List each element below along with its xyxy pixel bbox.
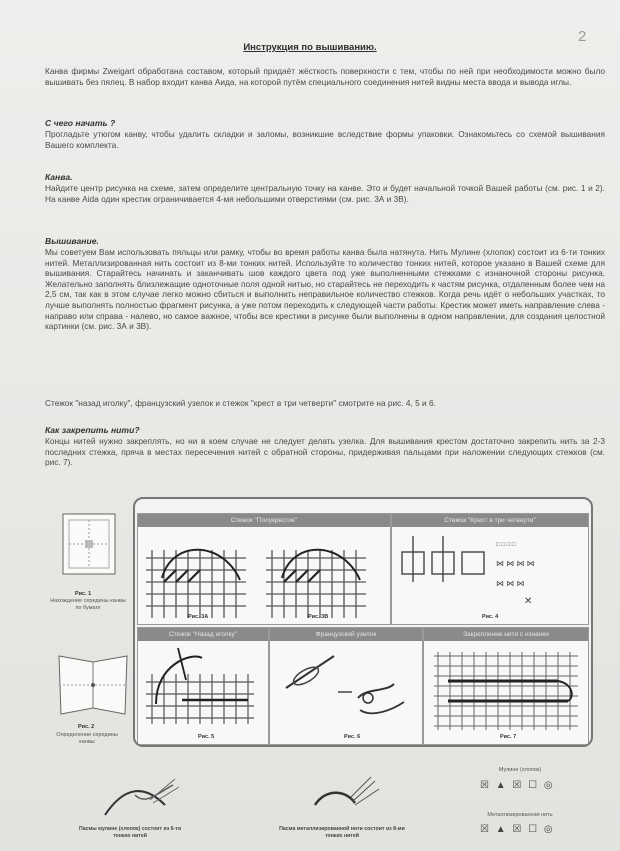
- fig2-caption: Определение середины канвы: [56, 732, 118, 745]
- metal-skein-label: Пасма металлизированной нити состоит из 8-ми тонких нитей: [279, 826, 405, 839]
- cotton-skein-label: Пасмы мулине (хлопок) состоит из 6-ти тонких нитей: [78, 826, 182, 839]
- backstitch-title: Стежок "Назад иголку": [138, 628, 268, 641]
- fig2-label: Рис. 2: [78, 724, 95, 730]
- cotton-skein-illustration: [95, 775, 185, 825]
- three-quarter-box: [391, 513, 589, 625]
- three-quarter-illustration: [396, 532, 584, 612]
- section-heading-fasten: Как закрепить нити?: [45, 425, 140, 435]
- fig7-label: Рис. 7: [500, 734, 517, 740]
- care-label-cotton: Мулине (хлопок): [498, 767, 542, 773]
- fig3b-label: Рис. 3В: [308, 614, 329, 620]
- fasten-box: [423, 627, 589, 745]
- section-heading-embroidery: Вышивание.: [45, 236, 99, 246]
- care-icons-metal: ☒ ▲ ☒ ☐ ◎: [480, 824, 555, 835]
- fasten-title: Закрепление нити с изнанки: [424, 628, 588, 641]
- svg-text:□ □ □ □: □ □ □ □: [496, 542, 516, 548]
- intro-paragraph: Канва фирмы Zweigart обработана составом, который придаёт жёсткость поверхности с тем, чтобы по ней при необходимости можно было вышивать без пялец. В набор входит канва Аида, на которой путём специального соединения нитей видны места ввода и вывода иглы.: [45, 66, 605, 87]
- half-cross-illustration: [142, 530, 386, 622]
- fig1-caption: Нахождение середины канвы по бумаге: [50, 598, 126, 611]
- fasten-illustration: [428, 646, 584, 736]
- svg-text:⋈ ⋈ ⋈: ⋈ ⋈ ⋈: [496, 579, 525, 588]
- fig4-label: Рис. 4: [482, 614, 499, 620]
- page-title: Инструкция по вышиванию.: [243, 42, 377, 53]
- care-icons-cotton: ☒ ▲ ☒ ☐ ◎: [480, 780, 555, 791]
- backstitch-box: [137, 627, 269, 745]
- section-text-canvas: Найдите центр рисунка на схеме, затем определите центральную точку на канве. Это и будет начальной точкой Вашей работы (см. рис. 1 и 2). На канве Aida один крестик ограничивается 4-мя небольшими отверстиями (см. рис. 3А и 3В).: [45, 183, 605, 204]
- fig1-illustration: [55, 510, 127, 590]
- fig6-label: Рис. 6: [344, 734, 361, 740]
- fig3a-label: Рис. 3А: [188, 614, 209, 620]
- french-knot-title: Французский узелок: [270, 628, 422, 641]
- svg-text:⋈ ⋈ ⋈ ⋈: ⋈ ⋈ ⋈ ⋈: [496, 559, 535, 568]
- three-quarter-title: Стежок "Крест в три четверти": [392, 514, 588, 527]
- page-number: 2: [578, 28, 587, 45]
- figures-panel: [133, 497, 593, 747]
- half-cross-title: Стежок "Полукрестик": [138, 514, 390, 527]
- section-text-stitches: Стежок "назад иголку", французский узелок и стежок "крест в три четверти" смотрите на рис. 4, 5 и 6.: [45, 398, 436, 408]
- svg-text:✕: ✕: [524, 596, 533, 607]
- backstitch-illustration: [142, 644, 264, 734]
- section-text-embroidery: Мы советуем Вам использовать пяльцы или рамку, чтобы во время работы канва была натянута. Нить Мулине (хлопок) состоит из 6-ти тонких нитей. Металлизированная нить состоит из 8-ми тонких нитей. Используйте то количество тонких нитей, которое указано в Вашей схеме для вышивания. Старайтесь начинать и заканчивать шов каждого цвета под уже выполненными стежками с изнаночной стороны рисунка. Желательно заполнять близлежащие одноточные поля одной нитью, но старайтесь не переходить к частям рисунка, отдаленным более чем на 2,5 см, так как в этом случае легко можно сбиться и выполнить неправильное количество стежков. Когда речь идёт о небольших участках, то лучше выполнять полностью фрагмент рисунка, а уже потом переходить к следующей части работы. Крестик может иметь направление слева - направо или справа - налево, но самое важное, чтобы все крестики в рисунке были выполнены в одном направлении, для создания целостной картинки (см. рис. 3А и 3В).: [45, 247, 605, 332]
- french-knot-illustration: [276, 648, 416, 732]
- care-label-metal: Металлизированная нить: [487, 812, 553, 818]
- french-knot-box: [269, 627, 423, 745]
- section-heading-start: С чего начать ?: [45, 118, 116, 128]
- section-text-start: Прогладьте утюгом канву, чтобы удалить складки и заломы, возникшие вследствие формы упаковки. Ознакомьтесь со схемой вышивания Вашего комплекта.: [45, 129, 605, 150]
- fig2-illustration: [55, 648, 131, 720]
- fig5-label: Рис. 5: [198, 734, 215, 740]
- section-heading-canvas: Канва.: [45, 172, 73, 182]
- half-cross-box: [137, 513, 391, 625]
- metal-skein-illustration: [305, 775, 385, 825]
- fig1-label: Рис. 1: [75, 591, 92, 597]
- section-text-fasten: Концы нитей нужно закреплять, но ни в коем случае не следует делать узелка. Для вышивания крестом достаточно закрепить нить за 2-3 последних стежка, пряча в местах пересечения нитей с обратной стороны, придерживая пальцами при наложении следующих стежков (см. рис. 7).: [45, 436, 605, 468]
